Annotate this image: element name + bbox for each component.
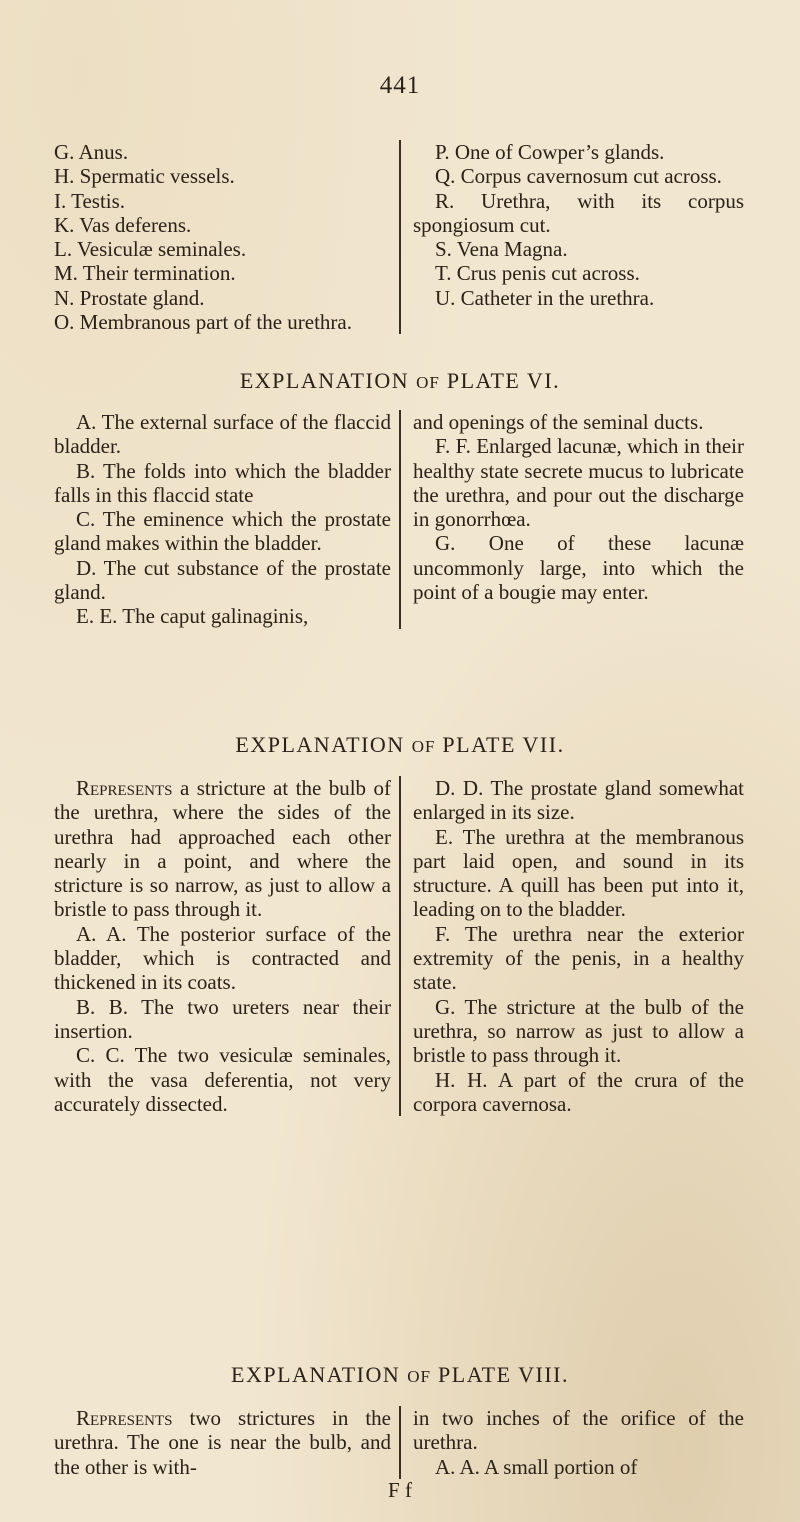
top-section: [54, 140, 746, 334]
list-item: E. E. The caput galinaginis,: [76, 604, 309, 629]
list-item: I. Testis.: [54, 188, 126, 213]
list-item: F. F. Enlarged lacunæ, which in their healthy state secrete mucus to lubricate the urethra, and pour out the discharge in gonorrhœa.: [413, 434, 744, 532]
heading-word: EXPLANATION: [231, 1362, 401, 1387]
plate8-section: [54, 1406, 746, 1479]
list-item: G. Anus.: [54, 140, 129, 164]
plate6-section: [54, 410, 746, 629]
list-item: and openings of the seminal ducts.: [413, 410, 704, 434]
plate6-left-column: [54, 410, 399, 629]
list-item: E. The urethra at the membranous part laid open, and sound in its structure. A quill has been put into it, leading on to the bladder.: [413, 824, 744, 922]
heading-of: OF: [407, 1367, 432, 1386]
intro-paragraph: [54, 1406, 391, 1479]
plate8-left-column: [54, 1406, 399, 1479]
plate7-left-column: [54, 776, 399, 1116]
list-item: M. Their termination.: [54, 261, 236, 286]
list-item: U. Catheter in the urethra.: [435, 285, 655, 310]
list-item: F. The urethra near the exterior extremity of the penis, in a healthy state.: [413, 921, 744, 995]
list-item: Q. Corpus cavernosum cut across.: [435, 164, 722, 189]
heading-of: OF: [416, 373, 440, 392]
plate7-heading: [0, 732, 800, 758]
plate8-heading: [0, 1362, 800, 1388]
top-right-column: [399, 140, 744, 334]
heading-plate: PLATE VIII.: [438, 1362, 569, 1387]
heading-word: EXPLANATION: [235, 732, 405, 757]
heading-of: OF: [411, 737, 436, 756]
list-item: K. Vas deferens.: [54, 212, 192, 237]
heading-plate: PLATE VII.: [442, 732, 565, 757]
plate6-heading: [0, 368, 800, 394]
list-item: R. Urethra, with its corpus spongiosum cut.: [413, 188, 744, 237]
list-item: P. One of Cowper’s glands.: [435, 140, 665, 164]
list-item: G. One of these lacunæ uncommonly large, into which the point of a bougie may enter.: [413, 531, 744, 605]
list-item: A. A. A small portion of: [435, 1454, 638, 1479]
list-item: T. Crus penis cut across.: [435, 261, 640, 286]
list-item: H. H. A part of the crura of the corpora cavernosa.: [413, 1067, 744, 1116]
intro-text: a stricture at the bulb of the urethra, where the sides of the urethra had approached each other nearly in a point, and where the stricture is so narrow, as just to allow a bristle to pass through it.: [54, 776, 391, 922]
intro-cap: Represents: [76, 1406, 173, 1430]
plate7-right-column: [399, 776, 744, 1116]
list-item: S. Vena Magna.: [435, 237, 568, 262]
intro-text: two strictures in the urethra. The one is near the bulb, and the other is with-: [54, 1406, 391, 1479]
signature-mark: F f: [388, 1478, 412, 1502]
list-item: B. The folds into which the bladder falls in this flaccid state: [54, 458, 391, 507]
list-item: D. The cut substance of the prostate gland.: [54, 555, 391, 605]
list-item: A. A. The posterior surface of the bladder, which is contracted and thickened in its coats.: [54, 921, 391, 995]
plate8-right-column: [399, 1406, 744, 1479]
intro-paragraph: [54, 776, 391, 922]
intro-cap: Represents: [76, 776, 173, 800]
list-item: L. Vesiculæ seminales.: [54, 237, 247, 262]
list-item: G. The stricture at the bulb of the urethra, so narrow as just to allow a bristle to pass through it.: [413, 994, 744, 1068]
heading-word: EXPLANATION: [239, 368, 410, 393]
list-item: A. The external surface of the flaccid bladder.: [54, 410, 391, 459]
heading-plate: PLATE VI.: [446, 368, 561, 393]
top-left-column: [54, 140, 399, 334]
list-item: B. B. The two ureters near their insertion.: [54, 994, 391, 1043]
list-item: C. C. The two vesiculæ seminales, with the vasa deferentia, not very accurately dissected.: [54, 1043, 391, 1116]
plate7-section: [54, 776, 746, 1116]
list-item: O. Membranous part of the urethra.: [54, 310, 352, 335]
list-item: N. Prostate gland.: [54, 285, 205, 310]
page-number: 441: [379, 72, 421, 99]
list-item: in two inches of the orifice of the urethra.: [413, 1406, 744, 1455]
list-item: C. The eminence which the prostate gland makes within the bladder.: [54, 507, 391, 556]
list-item: D. D. The prostate gland somewhat enlarged in its size.: [413, 776, 744, 825]
list-item: H. Spermatic vessels.: [54, 164, 235, 189]
plate6-right-column: [399, 410, 744, 629]
